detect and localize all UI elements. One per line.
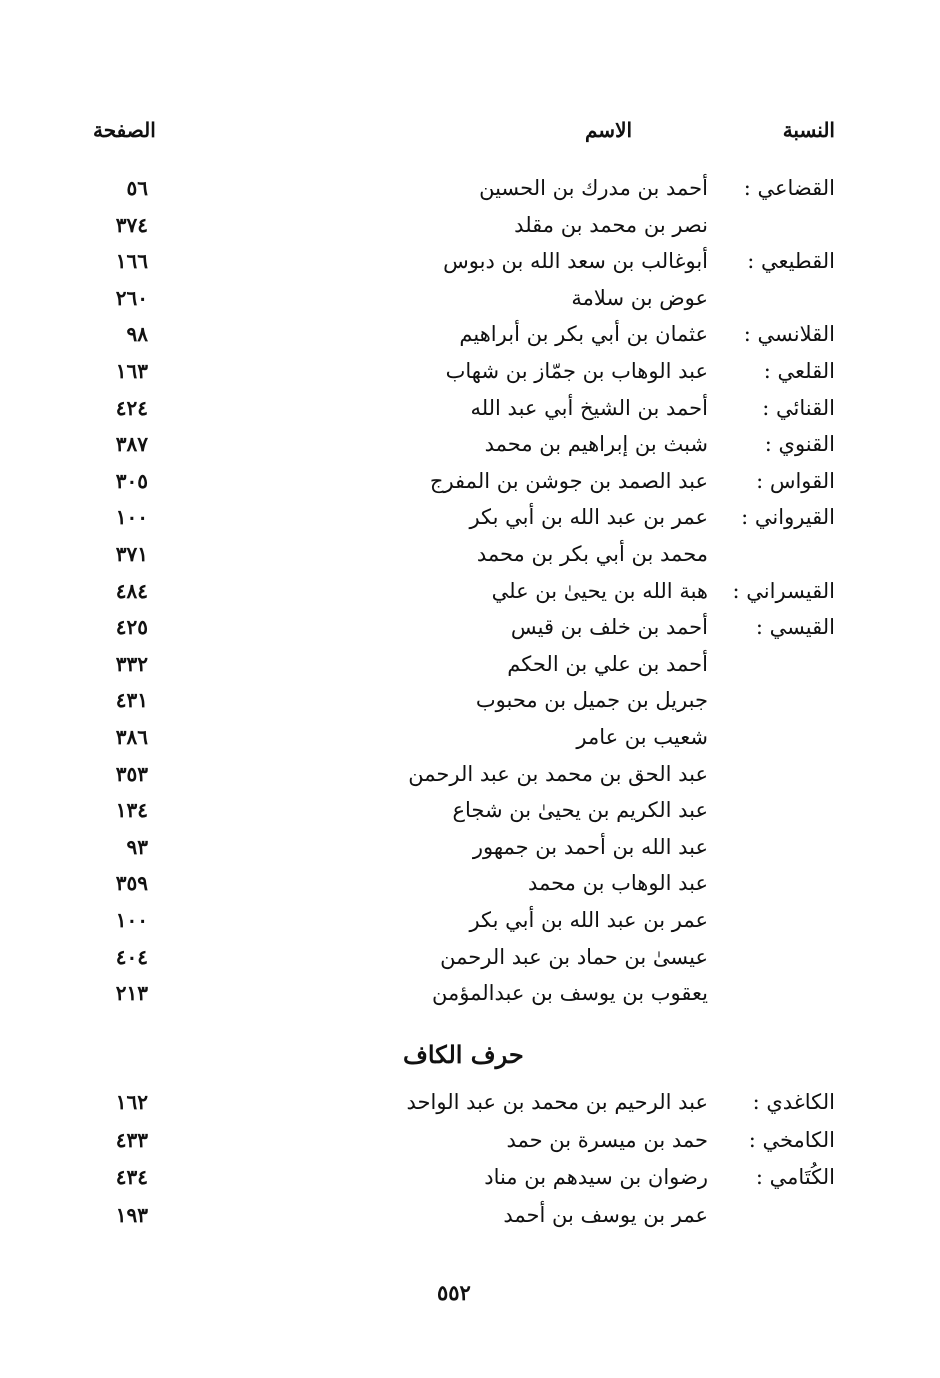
name-text: عبد الرحيم بن محمد بن عبد الواحد — [406, 1090, 708, 1114]
list-item — [0, 579, 940, 615]
page-ref: ١٣٤ — [115, 798, 148, 823]
page-ref: ٣٨٧ — [115, 432, 148, 457]
page-ref: ٥٦ — [126, 176, 148, 200]
page-ref: ٤٢٤ — [115, 395, 148, 420]
page-ref: ٤٠٤ — [115, 944, 148, 969]
list-item — [0, 176, 940, 212]
name-text: عبد الوهاب بن محمد — [527, 871, 708, 896]
list-item — [0, 1090, 940, 1126]
list-item — [0, 725, 940, 761]
list-item — [0, 213, 940, 249]
page-ref: ٤٣٣ — [115, 1127, 148, 1152]
list-item — [0, 798, 940, 834]
list-item — [0, 322, 940, 358]
page-ref: ٣٧١ — [115, 542, 148, 566]
list-item — [0, 688, 940, 724]
list-item — [0, 1165, 940, 1201]
page-ref: ١٩٣ — [115, 1202, 148, 1227]
name-text: أحمد بن خلف بن قيس — [510, 615, 708, 640]
page-ref: ١٦٦ — [115, 249, 148, 274]
page-ref: ٩٨ — [126, 322, 148, 347]
nisba-text: الكاغدي : — [752, 1090, 835, 1114]
page-ref: ١٠٠ — [115, 505, 148, 530]
page-ref: ١٠٠ — [115, 908, 148, 932]
page-ref: ٣٣٢ — [115, 651, 148, 676]
page-ref: ٤٨٤ — [115, 578, 148, 603]
list-item — [0, 432, 940, 468]
list-item — [0, 249, 940, 285]
list-item — [0, 945, 940, 981]
nisba-text: القيسي : — [755, 615, 835, 640]
name-text: عثمان بن أبي بكر بن أبراهيم — [459, 322, 708, 347]
name-text: حمد بن ميسرة بن حمد — [506, 1127, 708, 1152]
list-item — [0, 615, 940, 651]
name-text: أحمد بن علي بن الحكم — [507, 651, 708, 676]
page-ref: ٣٥٩ — [115, 871, 148, 896]
nisba-text: القنائي : — [762, 395, 835, 420]
name-text: عمر بن يوسف بن أحمد — [503, 1202, 708, 1227]
name-text: أحمد بن الشيخ أبي عبد الله — [470, 395, 708, 420]
name-text: شبث بن إبراهيم بن محمد — [484, 432, 708, 457]
section-title: حرف الكاف — [403, 1040, 524, 1069]
nisba-text: القواس : — [756, 468, 835, 493]
name-text: أحمد بن مدرك بن الحسين — [479, 176, 708, 200]
list-item — [0, 835, 940, 871]
list-item — [0, 871, 940, 907]
page-ref: ٣٧٤ — [115, 212, 148, 237]
name-text: يعقوب بن يوسف بن عبدالمؤمن — [432, 981, 708, 1006]
list-item — [0, 1203, 940, 1239]
list-item — [0, 396, 940, 432]
nisba-text: القضاعي : — [743, 176, 835, 200]
nisba-text: القيسراني : — [732, 578, 835, 603]
list-item — [0, 359, 940, 395]
list-item — [0, 505, 940, 541]
name-text: عمر بن عبد الله بن أبي بكر — [469, 908, 708, 932]
page-ref: ٤٣١ — [115, 688, 148, 713]
nisba-text: القلانسي : — [743, 322, 835, 347]
nisba-text: القطيعي : — [747, 249, 835, 274]
name-text: عبد الكريم بن يحيىٰ بن شجاع — [452, 798, 708, 823]
list-item — [0, 652, 940, 688]
name-text: عبد الله بن أحمد بن جمهور — [472, 834, 708, 859]
page-ref: ٣٠٥ — [115, 468, 148, 493]
list-item — [0, 1128, 940, 1164]
name-text: عبد الصمد بن جوشن بن المفرج — [429, 468, 708, 493]
list-item — [0, 762, 940, 798]
page-ref: ٤٣٤ — [115, 1165, 148, 1189]
name-text: شعيب بن عامر — [576, 725, 708, 749]
page-ref: ٢٦٠ — [115, 285, 148, 310]
nisba-text: الكامخي : — [748, 1127, 835, 1152]
nisba-text: القنوي : — [764, 432, 835, 457]
header-name: الاسم — [585, 118, 633, 142]
nisba-text: القيرواني : — [741, 505, 835, 530]
list-item — [0, 286, 940, 322]
page-ref: ٣٨٦ — [115, 725, 148, 749]
name-text: جبريل بن جميل بن محبوب — [475, 688, 708, 713]
name-text: عوض بن سلامة — [571, 285, 708, 310]
page-ref: ٤٢٥ — [115, 615, 148, 640]
name-text: محمد بن أبي بكر بن محمد — [476, 542, 708, 566]
list-item — [0, 981, 940, 1017]
name-text: هبة الله بن يحيىٰ بن علي — [491, 578, 708, 603]
name-text: عيسىٰ بن حماد بن عبد الرحمن — [440, 944, 708, 969]
list-item — [0, 908, 940, 944]
page-ref: ٣٥٣ — [115, 761, 148, 786]
page-ref: ٩٣ — [126, 834, 148, 859]
page-ref: ٢١٣ — [115, 981, 148, 1006]
header-page: الصفحة — [93, 118, 156, 142]
name-text: عبد الوهاب بن جمّاز بن شهاب — [445, 359, 708, 383]
name-text: عبد الحق بن محمد بن عبد الرحمن — [408, 761, 708, 786]
name-text: عمر بن عبد الله بن أبي بكر — [469, 505, 708, 530]
nisba-text: الكُتَامي : — [755, 1165, 835, 1189]
page-ref: ١٦٢ — [115, 1090, 148, 1114]
name-text: نصر بن محمد بن مقلد — [514, 212, 708, 237]
list-item — [0, 469, 940, 505]
page-number: ٥٥٢ — [437, 1280, 471, 1305]
nisba-text: القلعي : — [763, 359, 835, 383]
list-item — [0, 542, 940, 578]
header-nisba: النسبة — [782, 118, 835, 142]
name-text: أبوغالب بن سعد الله بن دبوس — [443, 249, 708, 274]
page-ref: ١٦٣ — [115, 359, 148, 383]
name-text: رضوان بن سيدهم بن مناد — [484, 1165, 708, 1189]
